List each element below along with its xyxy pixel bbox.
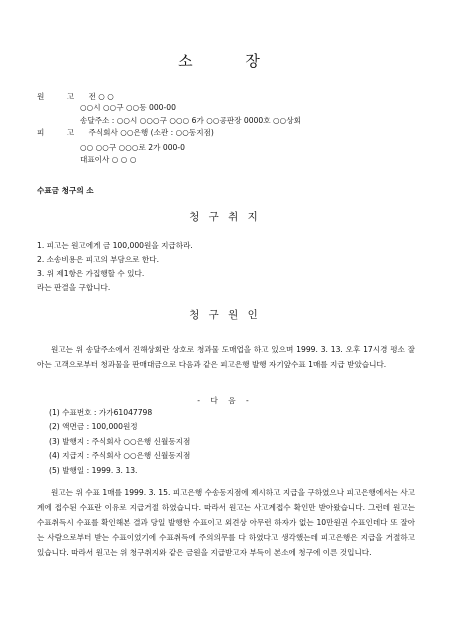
detail-item: (5) 발행일 : 1999. 3. 13.	[49, 466, 138, 475]
plaintiff-block	[37, 92, 114, 102]
claim-purpose-item: 3. 위 제1항은 가집행할 수 있다.	[37, 269, 145, 278]
defendant-block	[37, 128, 214, 138]
defendant-address: ○○ ○○구 ○○○로 2가 000-0	[80, 143, 185, 152]
case-name: 수표금 청구의 소	[37, 186, 94, 195]
defendant-name: 주식회사 ○○은행 (소관 : ○○동지점)	[88, 128, 214, 137]
claim-purpose-heading: 청 구 취 지	[189, 211, 261, 223]
plaintiff-name: 전 ○ ○	[88, 92, 114, 101]
plaintiff-address: ○○시 ○○구 ○○동 000-00	[80, 103, 176, 112]
defendant-role-label: 피 고	[37, 128, 85, 137]
detail-item: (3) 발행지 : 주식회사 ○○은행 신월동지점	[49, 437, 191, 446]
claim-purpose-item: 1. 피고는 원고에게 금 100,000원을 지급하라.	[37, 241, 193, 250]
plaintiff-service-address: 송달주소 : ○○시 ○○○구 ○○○ 6가 ○○공판장 0000호 ○○상회	[80, 116, 301, 125]
claim-purpose-item: 2. 소송비용은 피고의 부담으로 한다.	[37, 255, 160, 264]
paragraph-text: 원고는 위 수표 1매를 1999. 3. 15. 피고은행 수송동지점에 제시하고 지급을 구하였으나 피고은행에서는 사고계에 접수된 수표란 이유로 지급거절 하였습니다. 따라서 원고는 사고계접수 확인만 받아왔습니다. 그런데 원고는 수표취득시 수표를 확인해본 결과 당일 발행한 수표이고 외견상 아무런 하자가 없는 10만원권 수표인데다 또 잘아는 사람으로부터 받는 수표이었기에 수표취득에 주의의무를 다 하였다고 생각했는데 피고은행은 지급을 거절하고 있습니다. 따라서 원고는 위 청구취지와 같은 금원을 지급받고자 부득이 본소에 청구에 이른 것입니다.	[37, 488, 415, 557]
claim-cause-paragraph-2	[37, 485, 415, 560]
paragraph-text: 원고는 위 송달주소에서 진해상회란 상호로 청과물 도매업을 하고 있으며 1999. 3. 13. 오후 17시경 평소 잘아는 고객으로부터 청과물을 판매대금으로 다음과 같은 피고은행 발행 자기앞수표 1매를 지급 받았습니다.	[37, 345, 415, 369]
detail-item: (2) 액면금 : 100,000원정	[49, 422, 138, 431]
details-heading: - 다 음 -	[197, 396, 253, 405]
plaintiff-role-label: 원 고	[37, 92, 85, 101]
document-title: 소 장	[178, 52, 284, 70]
claim-cause-heading: 청 구 원 인	[189, 309, 261, 321]
claim-purpose-conclusion: 라는 판결을 구합니다.	[37, 283, 111, 292]
claim-cause-paragraph-1	[37, 342, 415, 372]
detail-item: (1) 수표번호 : 가가61047798	[49, 408, 153, 417]
defendant-representative: 대표이사 ○ ○ ○	[80, 155, 137, 164]
detail-item: (4) 지급지 : 주식회사 ○○은행 신월동지점	[49, 451, 191, 460]
